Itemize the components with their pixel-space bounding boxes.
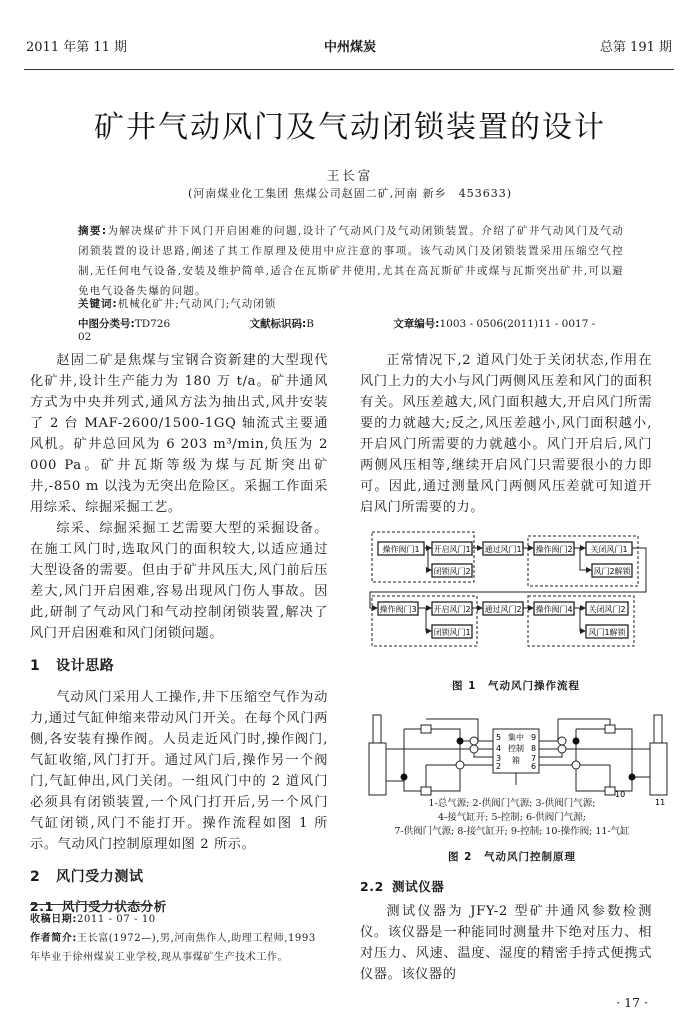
clc-value: TD726	[134, 318, 171, 330]
flow-box	[378, 542, 424, 555]
paragraph: 测试仪器为 JFY-2 型矿井通风参数检测仪。该仪器是一种能同时测量井下绝对压力、相对压力、风速、温度、湿度的精密手持式便携式仪器。该仪器的	[360, 904, 652, 982]
subsection-title: 测试仪器	[392, 879, 445, 894]
operating-valve	[421, 725, 431, 733]
journal-issue: 2011 年第 11 期	[26, 40, 128, 55]
flow-box	[586, 602, 628, 615]
author-name: 王长富	[326, 168, 374, 183]
flow-box	[534, 602, 574, 615]
clc-number	[78, 318, 208, 330]
flow-label: 风门2解锁	[593, 567, 631, 576]
valve-number-label: 10	[615, 790, 626, 799]
section-title: 设计思路	[56, 658, 115, 674]
control-box-label: 控制	[508, 744, 524, 753]
flow-label: 通过风门2	[484, 605, 522, 614]
crossing	[572, 761, 580, 769]
flow-box	[432, 602, 472, 615]
flow-label: 通过风门1	[484, 545, 522, 554]
bio-text: 王长富(1972—),男,河南焦作人,助理工程师,1993 年毕业于徐州煤炭工业学校,现从事煤矿生产技术工作。	[30, 933, 316, 963]
legend-line: 4-接气缸开; 5-控制; 6-供阀门气源;	[438, 812, 586, 823]
article-no-label: 文章编号:	[393, 318, 440, 330]
keywords-text: 机械化矿井;气动风门;气动闭锁	[117, 298, 277, 310]
keywords	[78, 296, 276, 311]
port-label: 3	[496, 754, 502, 763]
port-label: 2	[496, 762, 502, 771]
flow-label: 关闭风门1	[590, 545, 628, 554]
article-title: 矿井气动风门及气动闭锁装置的设计	[94, 110, 606, 145]
flow-label: 关闭风门2	[588, 605, 626, 614]
flow-box	[534, 542, 574, 555]
flow-label: 开启风门1	[433, 545, 471, 554]
section-number: 2	[30, 869, 41, 885]
footnote-rule	[30, 904, 150, 905]
flow-box	[378, 602, 418, 615]
flow-box	[592, 564, 632, 577]
operating-valve	[605, 725, 615, 733]
left-column	[30, 350, 328, 917]
bio-label: 作者简介:	[30, 933, 77, 944]
right-column-top	[360, 350, 652, 518]
paragraph: 气动风门采用人工操作,井下压缩空气作为动力,通过气缸伸缩来带动风门开关。在每个风门两侧,各安装有操作阀。人员走近风门时,操作阀门,气缸收缩,风门打开。通过风门后,操作另一个阀门,气缸伸出,风门关闭。一组风门中的 2 道风门必须具有闭锁装置,一个风门打开后,另一个风门气缸闭锁,风门不能打开。操作流程如图 1 所示。气动风门控制原理如图 2 所示。	[30, 690, 328, 852]
flow-label: 操作阀门4	[535, 605, 573, 614]
subsection-heading-2-2	[360, 876, 652, 897]
received-value: 2011 - 07 - 10	[77, 914, 156, 925]
article-no-value: 1003 - 0506(2011)11 - 0017 - 02	[78, 318, 596, 343]
flow-label: 风门1解锁	[588, 628, 626, 637]
section-heading-1	[30, 656, 328, 677]
flow-label: 闭锁风门2	[433, 567, 471, 576]
section-heading-2	[30, 867, 328, 888]
operating-valve	[421, 787, 431, 795]
flow-box	[586, 625, 628, 638]
crossing	[558, 737, 566, 745]
flow-box	[432, 625, 472, 638]
paragraph: 正常情况下,2 道风门处于关闭状态,作用在风门上力的大小与风门两侧风压差和风门的面积有关。风压差越大,风门面积越大,开启风门所需要的力就越大;反之,风压差越小,风门面积越小,开启风门所需要的力就越小。风门开启后,风门两侧风压相等,继续开启风门只需要很小的力即可。因此,通过测量风门两侧风压差就可知道开启风门所需要的力。	[360, 353, 652, 515]
operating-valve	[605, 787, 615, 795]
footnote	[30, 910, 330, 967]
left-piston-rod	[373, 715, 381, 743]
right-piston-rod	[654, 715, 662, 743]
port-label: 9	[531, 733, 537, 742]
author-affiliation: (河南煤业化工集团 焦煤公司赵固二矿,河南 新乡 453633)	[187, 187, 513, 200]
section-title: 风门受力测试	[56, 869, 144, 885]
journal-name: 中州煤炭	[323, 40, 376, 55]
abstract-text: 为解决煤矿井下风门开启困难的问题,设计了气动风门及气动闭锁装置。介绍了矿井气动风门及气动闭锁装置的设计思路,阐述了其工作原理及使用中应注意的事项。该气动风门及闭锁装置采用压缩空气控制,无任何电气设备,安装及维护简单,适合在瓦斯矿井使用,尤其在高瓦斯矿井或煤与瓦斯突出矿井,可以避免电气设备失爆的问题。	[78, 225, 624, 297]
port-label: 8	[531, 744, 537, 753]
crossing	[470, 745, 478, 753]
figure-2-caption: 图 2 气动风门控制原理	[448, 851, 576, 863]
classification-line	[78, 316, 638, 343]
section-number: 1	[30, 658, 41, 674]
legend-line: 1-总气源; 2-供阀门气源; 3-供阀门气源;	[428, 798, 596, 809]
doc-code-label: 文献标识码:	[249, 318, 307, 330]
subsection-title: 风门受力状态分析	[62, 899, 167, 914]
abstract	[78, 221, 624, 301]
right-cylinder	[650, 743, 667, 795]
document-code	[250, 318, 352, 330]
figure-2	[368, 705, 668, 805]
crossing	[558, 745, 566, 753]
left-cylinder	[369, 743, 386, 795]
flow-label: 操作阀门3	[379, 605, 417, 614]
author-bio	[30, 929, 330, 967]
flow-label: 开启风门2	[433, 605, 471, 614]
flow-box	[483, 542, 523, 555]
crossing	[470, 737, 478, 745]
flow-label: 操作阀门1	[382, 545, 420, 554]
control-box-label: 箱	[512, 756, 520, 765]
flow-box	[432, 542, 472, 555]
flow-arrows	[370, 548, 646, 608]
received-label: 收稿日期:	[30, 914, 77, 925]
received-date	[30, 910, 330, 929]
page-number: · 17 ·	[616, 995, 648, 1010]
figure-1-caption: 图 1 气动风门操作流程	[452, 680, 580, 692]
subsection-number: 2.2	[360, 879, 384, 894]
figure-1	[366, 528, 666, 692]
paragraph: 赵固二矿是焦煤与宝钢合资新建的大型现代化矿井,设计生产能力为 180 万 t/a。矿井通风方式为中央并列式,通风方法为抽出式,风井安装了 2 台 MAF-2600/1500-1GQ 轴流式主要通风机。矿井总回风为 6 203 m³/min,负压为 2 000 Pa。矿井瓦斯等级为煤与瓦斯突出矿井,-850 m 以浅为无突出危险区。采掘工作面采用综采、综掘采掘工艺。	[30, 353, 328, 515]
crossing	[456, 761, 464, 769]
right-column-bottom	[360, 876, 652, 985]
legend-line: 7-供阀门气源; 8-接气缸开; 9-控制; 10-操作阀; 11-气缸	[394, 826, 630, 837]
keywords-label: 关键词:	[78, 298, 118, 310]
cylinder-number-label: 11	[655, 798, 666, 807]
port-label: 6	[531, 762, 537, 771]
flow-label: 操作阀门2	[535, 545, 573, 554]
control-box-label: 集中	[508, 733, 524, 742]
flow-box	[483, 602, 523, 615]
flow-label: 闭锁风门1	[433, 628, 471, 637]
header-rule	[24, 69, 674, 70]
clc-label: 中图分类号:	[78, 318, 135, 330]
paragraph: 综采、综掘采掘工艺需要大型的采掘设备。在施工风门时,选取风门的面积较大,以适应通过大型设备的需要。但由于矿井风压大,风门前后压差大,风门开启困难,容易出现风门伤人事故。因此,研制了气动风门和气动控制闭锁装置,解决了风门开启困难和风门闭锁问题。	[30, 521, 328, 641]
flow-box	[432, 564, 472, 577]
total-issue: 总第 191 期	[599, 40, 672, 55]
port-label: 5	[496, 733, 502, 742]
doc-code-value: B	[306, 318, 314, 330]
abstract-label: 摘要:	[78, 225, 108, 237]
port-label: 4	[496, 744, 502, 753]
subsection-number: 2.1	[30, 899, 54, 914]
figure-2-legend	[362, 797, 662, 839]
port-label: 7	[531, 754, 537, 763]
flow-box	[586, 542, 632, 555]
flowchart	[366, 528, 666, 668]
